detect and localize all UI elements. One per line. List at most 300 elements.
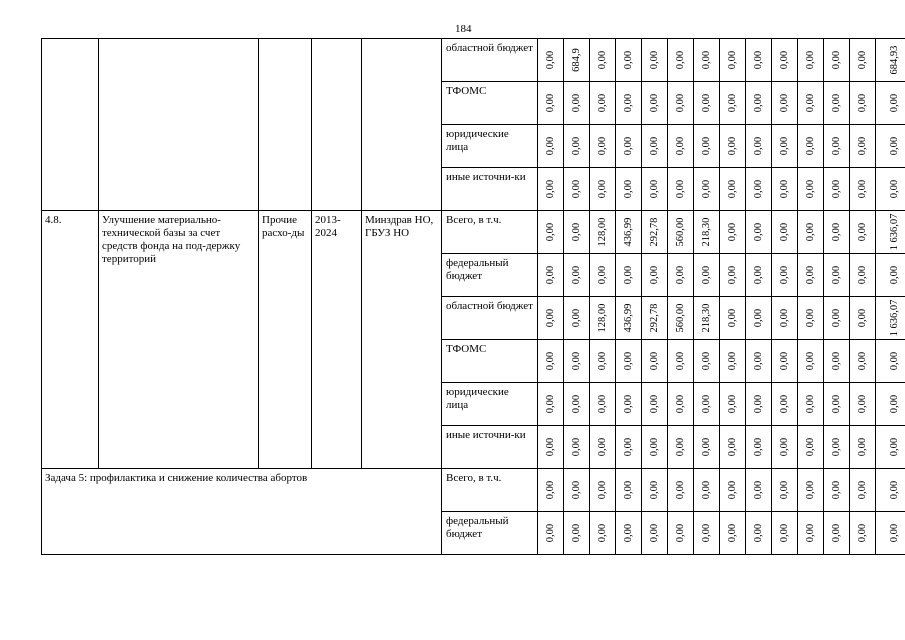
value-cell — [694, 512, 720, 555]
value-text: 0,00 — [752, 136, 764, 156]
value-text: 0,00 — [648, 480, 660, 500]
value-cell — [824, 254, 850, 297]
value-cell — [642, 254, 668, 297]
value-text: 0,00 — [830, 523, 842, 543]
value-cell — [642, 512, 668, 555]
value-text: 0,00 — [648, 93, 660, 113]
value-cell — [720, 469, 746, 512]
task-title: Задача 5: профилактика и снижение количества абортов — [42, 469, 442, 555]
page-number: 184 — [455, 23, 472, 35]
value-text: 0,00 — [648, 437, 660, 457]
value-cell — [538, 254, 564, 297]
value-text: 0,00 — [544, 222, 556, 242]
value-text: 0,00 — [544, 437, 556, 457]
value-cell — [720, 82, 746, 125]
value-text: 0,00 — [856, 351, 868, 371]
value-text: 0,00 — [752, 523, 764, 543]
value-cell — [590, 125, 616, 168]
value-cell — [824, 383, 850, 426]
value-cell — [876, 383, 905, 426]
funding-source: Всего, в т.ч. — [442, 211, 538, 254]
value-cell — [772, 39, 798, 82]
value-cell — [720, 426, 746, 469]
value-cell — [564, 297, 590, 340]
value-text: 0,00 — [804, 50, 816, 70]
value-text: 0,00 — [570, 179, 582, 199]
value-text: 0,00 — [674, 394, 686, 414]
value-cell — [590, 426, 616, 469]
value-cell — [720, 254, 746, 297]
value-cell — [850, 426, 876, 469]
value-text: 0,00 — [674, 136, 686, 156]
value-text: 0,00 — [570, 93, 582, 113]
value-cell — [590, 512, 616, 555]
value-text: 0,00 — [856, 50, 868, 70]
value-cell — [564, 512, 590, 555]
value-text: 0,00 — [856, 136, 868, 156]
value-text: 0,00 — [804, 308, 816, 328]
value-text: 0,00 — [856, 179, 868, 199]
value-text: 0,00 — [830, 394, 842, 414]
value-text: 0,00 — [674, 179, 686, 199]
value-text: 0,00 — [544, 93, 556, 113]
value-cell — [876, 125, 905, 168]
value-cell — [746, 211, 772, 254]
value-text: 0,00 — [778, 265, 790, 285]
value-cell — [616, 125, 642, 168]
value-cell — [694, 125, 720, 168]
value-cell — [642, 383, 668, 426]
value-cell — [590, 168, 616, 211]
value-cell — [668, 383, 694, 426]
value-text: 0,00 — [752, 265, 764, 285]
value-text: 0,00 — [778, 93, 790, 113]
value-cell — [850, 512, 876, 555]
value-cell — [720, 297, 746, 340]
value-text: 0,00 — [544, 265, 556, 285]
value-text: 0,00 — [752, 351, 764, 371]
value-cell — [668, 426, 694, 469]
value-cell — [642, 469, 668, 512]
value-cell — [876, 254, 905, 297]
name-cell — [99, 39, 259, 211]
value-cell — [746, 512, 772, 555]
value-text: 0,00 — [888, 93, 900, 113]
value-cell — [564, 469, 590, 512]
value-text: 0,00 — [700, 523, 712, 543]
value-cell — [668, 297, 694, 340]
value-text: 0,00 — [622, 136, 634, 156]
value-cell — [616, 168, 642, 211]
value-text: 0,00 — [570, 394, 582, 414]
value-text: 0,00 — [700, 136, 712, 156]
value-text: 0,00 — [622, 93, 634, 113]
value-text: 1 636,07 — [888, 299, 900, 337]
value-cell — [824, 469, 850, 512]
value-text: 684,9 — [570, 48, 582, 72]
funding-source: ТФОМС — [442, 340, 538, 383]
value-cell — [564, 383, 590, 426]
value-cell — [590, 383, 616, 426]
value-cell — [590, 297, 616, 340]
value-text: 0,00 — [674, 480, 686, 500]
value-cell — [824, 340, 850, 383]
value-text: 0,00 — [778, 351, 790, 371]
value-text: 0,00 — [830, 50, 842, 70]
value-cell — [564, 426, 590, 469]
value-text: 0,00 — [830, 308, 842, 328]
value-cell — [642, 297, 668, 340]
value-text: 0,00 — [622, 480, 634, 500]
value-text: 0,00 — [752, 179, 764, 199]
value-text: 436,99 — [622, 217, 634, 247]
value-text: 0,00 — [778, 136, 790, 156]
value-text: 0,00 — [648, 265, 660, 285]
value-text: 0,00 — [856, 523, 868, 543]
value-text: 0,00 — [544, 394, 556, 414]
value-text: 0,00 — [830, 179, 842, 199]
value-text: 0,00 — [726, 437, 738, 457]
value-text: 0,00 — [596, 480, 608, 500]
value-text: 0,00 — [888, 437, 900, 457]
value-text: 0,00 — [622, 437, 634, 457]
value-text: 0,00 — [726, 480, 738, 500]
value-cell — [876, 297, 905, 340]
value-text: 0,00 — [544, 523, 556, 543]
value-cell — [850, 383, 876, 426]
value-text: 0,00 — [804, 351, 816, 371]
value-text: 0,00 — [700, 265, 712, 285]
value-cell — [616, 254, 642, 297]
value-cell — [798, 125, 824, 168]
value-cell — [694, 340, 720, 383]
value-cell — [772, 512, 798, 555]
value-cell — [668, 254, 694, 297]
value-text: 0,00 — [752, 394, 764, 414]
value-text: 0,00 — [804, 222, 816, 242]
value-cell — [616, 469, 642, 512]
value-text: 0,00 — [622, 265, 634, 285]
value-text: 0,00 — [830, 265, 842, 285]
value-cell — [798, 383, 824, 426]
value-cell — [824, 297, 850, 340]
funding-source: областной бюджет — [442, 297, 538, 340]
period-cell — [312, 39, 362, 211]
value-text: 0,00 — [778, 222, 790, 242]
value-text: 0,00 — [778, 50, 790, 70]
value-cell — [876, 211, 905, 254]
value-cell — [798, 512, 824, 555]
value-cell — [616, 211, 642, 254]
value-text: 0,00 — [596, 351, 608, 371]
value-cell — [538, 168, 564, 211]
funding-source: областной бюджет — [442, 39, 538, 82]
value-text: 0,00 — [778, 437, 790, 457]
value-text: 0,00 — [888, 179, 900, 199]
value-text: 0,00 — [726, 93, 738, 113]
value-text: 0,00 — [804, 437, 816, 457]
value-text: 0,00 — [596, 437, 608, 457]
value-cell — [564, 168, 590, 211]
value-text: 0,00 — [622, 523, 634, 543]
table-row — [42, 469, 905, 512]
value-cell — [538, 125, 564, 168]
value-cell — [746, 340, 772, 383]
value-text: 0,00 — [804, 394, 816, 414]
value-cell — [642, 39, 668, 82]
value-cell — [798, 426, 824, 469]
value-text: 0,00 — [778, 523, 790, 543]
value-text: 0,00 — [856, 265, 868, 285]
value-cell — [564, 82, 590, 125]
value-text: 0,00 — [596, 394, 608, 414]
value-text: 218,30 — [700, 303, 712, 333]
value-cell — [876, 512, 905, 555]
value-text: 0,00 — [804, 136, 816, 156]
value-text: 0,00 — [752, 480, 764, 500]
value-cell — [824, 512, 850, 555]
value-cell — [590, 211, 616, 254]
value-text: 0,00 — [596, 136, 608, 156]
value-text: 0,00 — [570, 136, 582, 156]
value-text: 0,00 — [544, 480, 556, 500]
value-text: 560,00 — [674, 303, 686, 333]
value-cell — [850, 254, 876, 297]
value-text: 0,00 — [856, 437, 868, 457]
value-cell — [798, 82, 824, 125]
value-cell — [590, 469, 616, 512]
value-cell — [720, 512, 746, 555]
funding-source: юридические лица — [442, 383, 538, 426]
value-text: 292,78 — [648, 303, 660, 333]
value-cell — [694, 254, 720, 297]
value-text: 0,00 — [674, 437, 686, 457]
value-text: 0,00 — [726, 222, 738, 242]
value-text: 0,00 — [674, 265, 686, 285]
value-text: 0,00 — [752, 222, 764, 242]
value-cell — [772, 125, 798, 168]
value-text: 0,00 — [856, 93, 868, 113]
value-cell — [746, 254, 772, 297]
value-text: 0,00 — [726, 50, 738, 70]
value-cell — [642, 168, 668, 211]
value-text: 0,00 — [570, 308, 582, 328]
value-cell — [590, 82, 616, 125]
value-text: 0,00 — [570, 351, 582, 371]
value-cell — [694, 82, 720, 125]
value-text: 0,00 — [596, 50, 608, 70]
value-cell — [538, 82, 564, 125]
executor: Минздрав НО, ГБУЗ НО — [362, 211, 442, 469]
value-text: 0,00 — [700, 179, 712, 199]
value-text: 0,00 — [888, 265, 900, 285]
value-text: 0,00 — [596, 93, 608, 113]
value-cell — [642, 82, 668, 125]
value-cell — [616, 383, 642, 426]
value-text: 0,00 — [726, 179, 738, 199]
value-text: 0,00 — [752, 93, 764, 113]
value-cell — [694, 469, 720, 512]
value-cell — [824, 211, 850, 254]
value-text: 0,00 — [648, 50, 660, 70]
value-text: 0,00 — [622, 50, 634, 70]
value-cell — [824, 125, 850, 168]
value-text: 0,00 — [648, 394, 660, 414]
value-text: 0,00 — [888, 480, 900, 500]
table-row — [42, 211, 905, 254]
table-row — [42, 39, 905, 82]
value-cell — [538, 383, 564, 426]
value-cell — [850, 211, 876, 254]
value-text: 0,00 — [674, 523, 686, 543]
value-cell — [772, 211, 798, 254]
value-cell — [720, 383, 746, 426]
value-cell — [668, 39, 694, 82]
value-cell — [668, 168, 694, 211]
value-text: 0,00 — [648, 136, 660, 156]
value-cell — [538, 297, 564, 340]
value-text: 0,00 — [700, 394, 712, 414]
value-text: 128,00 — [596, 217, 608, 247]
value-text: 0,00 — [700, 93, 712, 113]
value-cell — [694, 383, 720, 426]
value-cell — [772, 426, 798, 469]
value-text: 0,00 — [888, 351, 900, 371]
value-cell — [824, 39, 850, 82]
value-cell — [850, 82, 876, 125]
value-text: 0,00 — [726, 308, 738, 328]
value-text: 0,00 — [544, 50, 556, 70]
value-cell — [564, 340, 590, 383]
value-cell — [642, 426, 668, 469]
value-cell — [590, 340, 616, 383]
value-text: 0,00 — [674, 50, 686, 70]
value-text: 0,00 — [804, 179, 816, 199]
value-text: 0,00 — [830, 136, 842, 156]
value-cell — [564, 211, 590, 254]
value-text: 0,00 — [726, 351, 738, 371]
value-text: 0,00 — [700, 351, 712, 371]
funding-source: ТФОМС — [442, 82, 538, 125]
value-cell — [798, 340, 824, 383]
value-text: 0,00 — [648, 179, 660, 199]
funding-source: федеральный бюджет — [442, 512, 538, 555]
funding-source: юридические лица — [442, 125, 538, 168]
value-cell — [876, 340, 905, 383]
value-cell — [694, 168, 720, 211]
value-text: 0,00 — [622, 394, 634, 414]
value-cell — [876, 469, 905, 512]
value-cell — [616, 426, 642, 469]
executor-cell — [362, 39, 442, 211]
value-cell — [720, 168, 746, 211]
value-cell — [720, 340, 746, 383]
value-cell — [798, 254, 824, 297]
value-text: 0,00 — [544, 308, 556, 328]
value-text: 0,00 — [752, 437, 764, 457]
value-cell — [772, 469, 798, 512]
value-cell — [772, 254, 798, 297]
value-text: 0,00 — [830, 351, 842, 371]
value-cell — [824, 426, 850, 469]
expense-type: Прочие расхо-ды — [259, 211, 312, 469]
value-cell — [538, 211, 564, 254]
value-cell — [798, 469, 824, 512]
value-text: 218,30 — [700, 217, 712, 247]
value-cell — [850, 168, 876, 211]
value-cell — [850, 39, 876, 82]
value-cell — [798, 297, 824, 340]
value-text: 0,00 — [544, 179, 556, 199]
value-cell — [798, 168, 824, 211]
value-cell — [616, 512, 642, 555]
value-text: 0,00 — [570, 222, 582, 242]
value-text: 0,00 — [778, 179, 790, 199]
number-cell — [42, 39, 99, 211]
value-text: 0,00 — [726, 265, 738, 285]
value-cell — [772, 297, 798, 340]
value-text: 0,00 — [648, 351, 660, 371]
value-cell — [694, 426, 720, 469]
value-cell — [694, 297, 720, 340]
value-text: 0,00 — [830, 480, 842, 500]
value-cell — [876, 168, 905, 211]
value-text: 0,00 — [888, 394, 900, 414]
value-text: 0,00 — [570, 480, 582, 500]
value-cell — [564, 39, 590, 82]
value-text: 436,99 — [622, 303, 634, 333]
value-text: 0,00 — [570, 437, 582, 457]
value-cell — [772, 340, 798, 383]
value-text: 0,00 — [856, 394, 868, 414]
value-cell — [850, 340, 876, 383]
value-text: 0,00 — [856, 480, 868, 500]
value-cell — [668, 125, 694, 168]
value-cell — [538, 512, 564, 555]
value-text: 0,00 — [596, 523, 608, 543]
item-number: 4.8. — [42, 211, 99, 469]
budget-table — [41, 38, 905, 555]
value-text: 0,00 — [778, 480, 790, 500]
value-cell — [876, 82, 905, 125]
value-cell — [824, 82, 850, 125]
value-text: 0,00 — [726, 394, 738, 414]
value-cell — [668, 82, 694, 125]
value-text: 684,93 — [888, 45, 900, 75]
value-cell — [694, 39, 720, 82]
value-text: 0,00 — [726, 136, 738, 156]
value-text: 0,00 — [752, 50, 764, 70]
value-text: 0,00 — [648, 523, 660, 543]
value-cell — [876, 426, 905, 469]
value-cell — [720, 125, 746, 168]
value-cell — [616, 82, 642, 125]
funding-source: иные источни-ки — [442, 168, 538, 211]
value-text: 0,00 — [674, 351, 686, 371]
funding-source: иные источни-ки — [442, 426, 538, 469]
value-cell — [850, 469, 876, 512]
value-text: 0,00 — [544, 351, 556, 371]
value-text: 0,00 — [570, 265, 582, 285]
value-cell — [538, 469, 564, 512]
value-cell — [668, 211, 694, 254]
value-cell — [720, 39, 746, 82]
value-text: 0,00 — [888, 523, 900, 543]
period: 2013-2024 — [312, 211, 362, 469]
funding-source: Всего, в т.ч. — [442, 469, 538, 512]
value-cell — [746, 297, 772, 340]
value-cell — [746, 426, 772, 469]
